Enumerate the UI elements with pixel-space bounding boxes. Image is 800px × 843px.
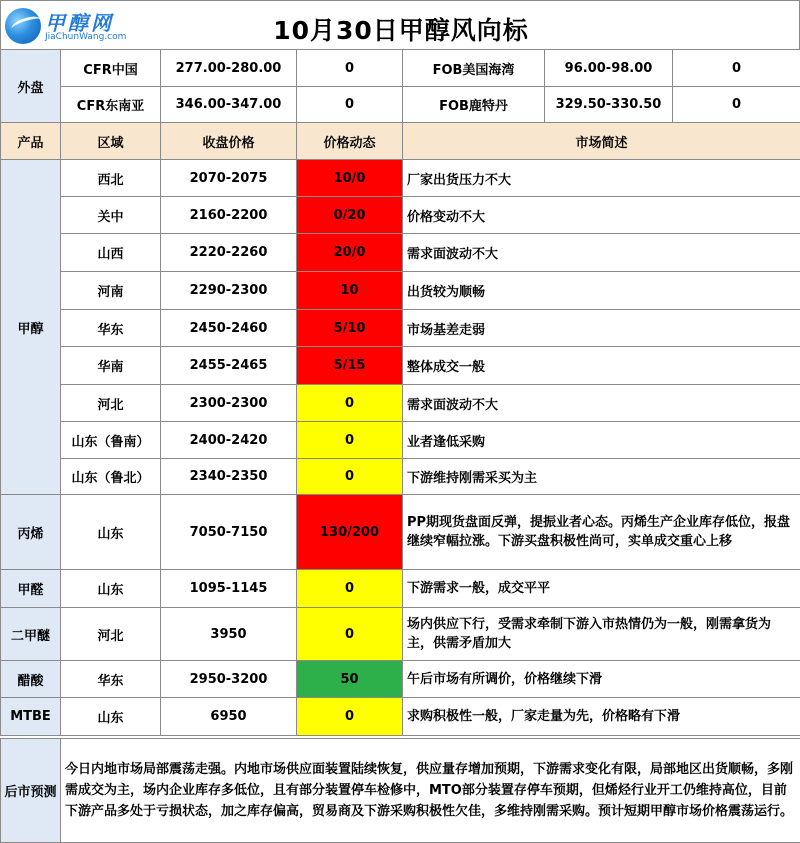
region-cell: 山东	[61, 570, 161, 608]
table-row	[1, 661, 800, 698]
page-title: 10月30日甲醇风向标	[273, 16, 529, 45]
price-cell: 3950	[161, 608, 297, 661]
desc-cell: 业者逢低采购	[403, 422, 800, 459]
table-row	[1, 608, 800, 661]
change-cell: 0	[297, 422, 403, 459]
outer-market-name: FOB美国海湾	[403, 50, 545, 87]
change-cell: 5/10	[297, 310, 403, 347]
price-table	[0, 122, 800, 736]
header-region: 区域	[61, 123, 161, 160]
outer-market-change: 0	[297, 87, 403, 123]
region-cell: 西北	[61, 160, 161, 197]
logo-text-cn: 甲醇网	[45, 11, 114, 35]
outer-market-price: 346.00-347.00	[161, 87, 297, 123]
table-row	[1, 422, 800, 459]
desc-cell: PP期现货盘面反弹，提振业者心态。丙烯生产企业库存低位，报盘继续窄幅拉涨。下游买盘积极性尚可，实单成交重心上移	[403, 495, 800, 570]
change-cell: 0	[297, 570, 403, 608]
region-cell: 关中	[61, 197, 161, 234]
header-product: 产品	[1, 123, 61, 160]
product-name: MTBE	[1, 698, 61, 736]
price-cell: 2340-2350	[161, 459, 297, 495]
change-cell: 0	[297, 459, 403, 495]
outer-market-row	[1, 87, 800, 123]
price-cell: 2160-2200	[161, 197, 297, 234]
desc-cell: 午后市场有所调价，价格继续下滑	[403, 661, 800, 698]
table-row	[1, 310, 800, 347]
product-name: 甲醛	[1, 570, 61, 608]
table-row	[1, 160, 800, 197]
change-cell: 20/0	[297, 234, 403, 272]
region-cell: 山东	[61, 698, 161, 736]
product-name: 醋酸	[1, 661, 61, 698]
desc-cell: 下游维持刚需采买为主	[403, 459, 800, 495]
outer-market-name: CFR东南亚	[61, 87, 161, 123]
table-row	[1, 698, 800, 736]
price-cell: 7050-7150	[161, 495, 297, 570]
region-cell: 华东	[61, 310, 161, 347]
price-cell: 2220-2260	[161, 234, 297, 272]
forecast-text: 今日内地市场局部震荡走强。内地市场供应面装置陆续恢复，供应量存增加预期，下游需求变化有限，局部地区出货顺畅，多刚需成交为主，场内企业库存多低位，且有部分装置停车检修中，MTO部分装置存停车预期，但烯烃行业开工仍维持高位，目前下游产品多处于亏损状态，加之库存偏高，贸易商及下游采购积极性欠佳，多维持刚需采购。预计短期甲醇市场价格震荡运行。	[61, 739, 800, 843]
table-row	[1, 272, 800, 310]
product-name: 甲醇	[1, 160, 61, 495]
desc-cell: 需求面波动不大	[403, 234, 800, 272]
region-cell: 河南	[61, 272, 161, 310]
outer-market-price: 277.00-280.00	[161, 50, 297, 87]
outer-market-name: CFR中国	[61, 50, 161, 87]
price-cell: 2950-3200	[161, 661, 297, 698]
outer-market-change: 0	[297, 50, 403, 87]
table-row	[1, 385, 800, 422]
desc-cell: 场内供应下行，受需求牵制下游入市热情仍为一般，刚需拿货为主，供需矛盾加大	[403, 608, 800, 661]
change-cell: 5/15	[297, 347, 403, 385]
desc-cell: 价格变动不大	[403, 197, 800, 234]
change-cell: 0	[297, 698, 403, 736]
region-cell: 华南	[61, 347, 161, 385]
price-cell: 2070-2075	[161, 160, 297, 197]
outer-market-change: 0	[673, 50, 800, 87]
header-change: 价格动态	[297, 123, 403, 160]
outer-market-price: 329.50-330.50	[545, 87, 673, 123]
change-cell: 130/200	[297, 495, 403, 570]
price-cell: 2400-2420	[161, 422, 297, 459]
price-cell: 2455-2465	[161, 347, 297, 385]
outer-market-table	[0, 49, 800, 123]
change-cell: 0	[297, 385, 403, 422]
change-cell: 10/0	[297, 160, 403, 197]
table-row	[1, 197, 800, 234]
desc-cell: 市场基差走弱	[403, 310, 800, 347]
price-cell: 2450-2460	[161, 310, 297, 347]
forecast-row	[1, 739, 800, 843]
change-cell: 0/20	[297, 197, 403, 234]
outer-market-row	[1, 50, 800, 87]
outer-market-price: 96.00-98.00	[545, 50, 673, 87]
desc-cell: 厂家出货压力不大	[403, 160, 800, 197]
desc-cell: 需求面波动不大	[403, 385, 800, 422]
header-price: 收盘价格	[161, 123, 297, 160]
table-row	[1, 495, 800, 570]
table-row	[1, 459, 800, 495]
region-cell: 河北	[61, 608, 161, 661]
outer-market-name: FOB鹿特丹	[403, 87, 545, 123]
logo-text-en: JiaChunWang.com	[45, 32, 127, 42]
price-cell: 2300-2300	[161, 385, 297, 422]
product-name: 二甲醚	[1, 608, 61, 661]
header-desc: 市场简述	[403, 123, 800, 160]
table-row	[1, 570, 800, 608]
region-cell: 山西	[61, 234, 161, 272]
price-cell: 6950	[161, 698, 297, 736]
title-bar	[0, 0, 800, 50]
region-cell: 山东（鲁北）	[61, 459, 161, 495]
desc-cell: 整体成交一般	[403, 347, 800, 385]
table-row	[1, 347, 800, 385]
change-cell: 50	[297, 661, 403, 698]
price-cell: 2290-2300	[161, 272, 297, 310]
outer-market-change: 0	[673, 87, 800, 123]
region-cell: 华东	[61, 661, 161, 698]
desc-cell: 下游需求一般，成交平平	[403, 570, 800, 608]
header-row	[1, 123, 800, 160]
table-row	[1, 234, 800, 272]
region-cell: 河北	[61, 385, 161, 422]
region-cell: 山东	[61, 495, 161, 570]
change-cell: 10	[297, 272, 403, 310]
forecast-table	[0, 738, 800, 843]
desc-cell: 出货较为顺畅	[403, 272, 800, 310]
desc-cell: 求购积极性一般，厂家走量为先，价格略有下滑	[403, 698, 800, 736]
price-cell: 1095-1145	[161, 570, 297, 608]
outer-market-label: 外盘	[1, 50, 61, 123]
product-name: 丙烯	[1, 495, 61, 570]
change-cell: 0	[297, 608, 403, 661]
region-cell: 山东（鲁南）	[61, 422, 161, 459]
forecast-label: 后市预测	[1, 739, 61, 843]
